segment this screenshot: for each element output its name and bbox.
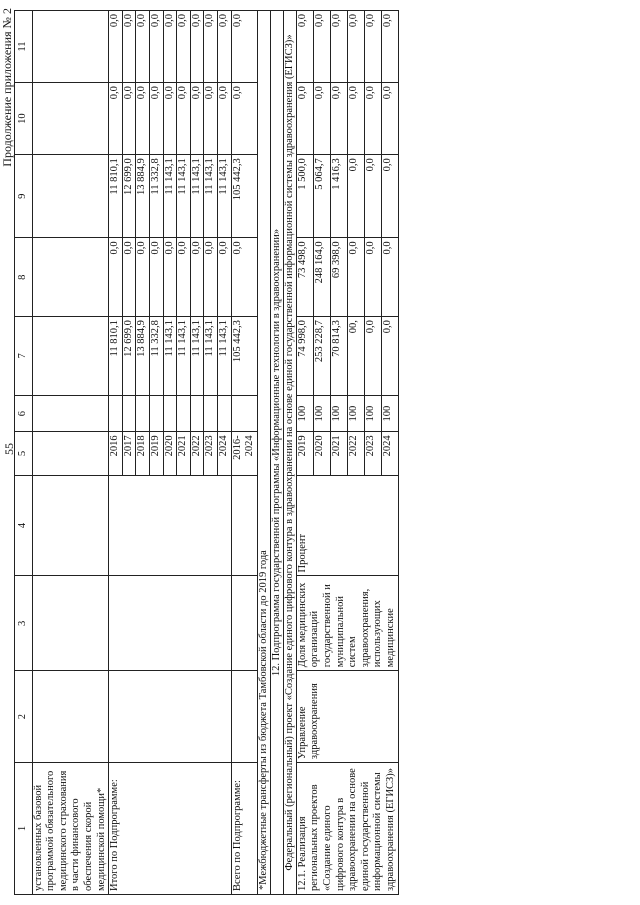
year-cell: 2018 <box>136 432 150 475</box>
empty-cell <box>217 395 231 432</box>
value-cell: 0,0 <box>381 83 398 155</box>
empty-cell <box>122 395 136 432</box>
value-cell: 0,0 <box>204 83 218 155</box>
year-cell: 2019 <box>296 432 313 475</box>
federal-project-row <box>283 11 296 895</box>
value-cell: 11 143,1 <box>177 155 191 238</box>
egisz-year-row <box>296 11 313 895</box>
value-cell: 0,0 <box>347 155 364 238</box>
value-cell: 12 699,0 <box>122 155 136 238</box>
value-cell: 0,0 <box>122 11 136 83</box>
empty-cell <box>109 395 123 432</box>
value-cell: 11 143,1 <box>177 317 191 396</box>
value-cell: 0,0 <box>381 11 398 83</box>
empty-cell <box>231 475 257 576</box>
value-cell: 73 498,0 <box>296 238 313 317</box>
value-cell: 0,0 <box>330 11 347 83</box>
year-cell: 2016-2024 <box>231 432 257 475</box>
empty-cell <box>231 576 257 671</box>
year-cell: 2017 <box>122 432 136 475</box>
value-cell: 0,0 <box>163 11 177 83</box>
value-cell: 0,0 <box>136 11 150 83</box>
empty-cell <box>231 671 257 763</box>
value-cell: 69 398,0 <box>330 238 347 317</box>
col-header-11: 11 <box>15 11 33 83</box>
value-cell: 0,0 <box>231 11 257 83</box>
value-cell: 0,0 <box>136 83 150 155</box>
egisz-unit: Процент <box>296 475 398 576</box>
value-cell: 0,0 <box>163 83 177 155</box>
year-cell: 2024 <box>217 432 231 475</box>
target-value-cell: 100 <box>313 395 330 432</box>
value-cell: 0,0 <box>122 83 136 155</box>
value-cell: 11 810,1 <box>109 155 123 238</box>
value-cell: 253 228,7 <box>313 317 330 396</box>
value-cell: 13 884,9 <box>136 155 150 238</box>
empty-cell <box>109 671 231 763</box>
year-row <box>109 11 123 895</box>
value-cell: 0,0 <box>364 238 381 317</box>
value-cell: 0,0 <box>190 83 204 155</box>
value-cell: 0,0 <box>347 238 364 317</box>
target-value-cell: 100 <box>347 395 364 432</box>
value-cell: 0,0 <box>136 238 150 317</box>
value-cell: 13 884,9 <box>136 317 150 396</box>
value-cell: 0,0 <box>364 317 381 396</box>
value-cell: 11 332,8 <box>149 317 163 396</box>
col-header-4: 4 <box>15 475 33 576</box>
value-cell: 5 064,7 <box>313 155 330 238</box>
value-cell: 11 143,1 <box>163 317 177 396</box>
value-cell: 0,0 <box>381 238 398 317</box>
itogo-label: Итого по Подпрограмме: <box>109 763 231 895</box>
year-cell: 2024 <box>381 432 398 475</box>
value-cell: 0,0 <box>163 238 177 317</box>
value-cell: 11 143,1 <box>190 155 204 238</box>
value-cell: 0,0 <box>231 238 257 317</box>
value-cell: 11 810,1 <box>109 317 123 396</box>
value-cell: 1 500,0 <box>296 155 313 238</box>
value-cell: 11 143,1 <box>204 317 218 396</box>
value-cell: 0,0 <box>231 83 257 155</box>
value-cell: 11 143,1 <box>204 155 218 238</box>
value-cell: 0,0 <box>149 83 163 155</box>
empty-cell <box>190 395 204 432</box>
ambulance-title: установленных базовой программой обязательного медицинского страхования в части финансового обеспечения скорой медицинской помощи* <box>32 763 109 895</box>
egisz-measure: 12.1. Реализация региональных проектов «Создание единого цифрового контура в здравоохранении на основе единой государственной информационной системы здравоохранения (ЕГИСЗ)» <box>296 763 398 895</box>
value-cell: 0,0 <box>347 83 364 155</box>
value-cell: 0,0 <box>149 238 163 317</box>
federal-project-title: Федеральный (региональный) проект «Создание единого цифрового контура в здравоохранении на основе единой государственной информационной системы здравоохранения (ЕГИСЗ)» <box>283 11 296 895</box>
note-row <box>257 11 270 895</box>
empty-cell <box>177 395 191 432</box>
target-value-cell: 100 <box>330 395 347 432</box>
year-cell: 2021 <box>177 432 191 475</box>
value-cell: 0,0 <box>177 83 191 155</box>
value-cell: 0,0 <box>381 317 398 396</box>
col-header-6: 6 <box>15 395 33 432</box>
col-header-7: 7 <box>15 317 33 396</box>
value-cell: 11 332,8 <box>149 155 163 238</box>
ambulance-title-row <box>32 11 109 895</box>
value-cell: 12 699,0 <box>122 317 136 396</box>
value-cell: 11 143,1 <box>190 317 204 396</box>
year-cell: 2022 <box>190 432 204 475</box>
value-cell: 0,0 <box>190 238 204 317</box>
subprogram-row <box>270 11 283 895</box>
value-cell: 0,0 <box>149 11 163 83</box>
empty-cell <box>149 395 163 432</box>
empty-cell <box>163 395 177 432</box>
egisz-indicator: Доля медицинских организаций государственной и муниципальной систем здравоохранения, использующих медицинские <box>296 576 398 671</box>
value-cell: 11 143,1 <box>217 317 231 396</box>
value-cell: 0,0 <box>313 11 330 83</box>
target-value-cell: 100 <box>296 395 313 432</box>
value-cell: 0,0 <box>296 83 313 155</box>
financing-table <box>14 10 399 895</box>
year-row <box>231 11 257 895</box>
value-cell: 0,0 <box>177 11 191 83</box>
value-cell: 105 442,3 <box>231 317 257 396</box>
note-text: *Межбюджетные трансферты из бюджета Тамбовской области до 2019 года <box>257 11 270 895</box>
value-cell: 0,0 <box>217 11 231 83</box>
value-cell: 105 442,3 <box>231 155 257 238</box>
col-header-10: 10 <box>15 83 33 155</box>
header-row <box>15 11 33 895</box>
year-cell: 2021 <box>330 432 347 475</box>
value-cell: 0,0 <box>190 11 204 83</box>
target-value-cell: 100 <box>381 395 398 432</box>
value-cell: 11 143,1 <box>163 155 177 238</box>
value-cell: 00, <box>347 317 364 396</box>
value-cell: 0,0 <box>217 238 231 317</box>
col-header-1: 1 <box>15 763 33 895</box>
vsego-label: Всего по Подпрограмме: <box>231 763 257 895</box>
continuation-label: Продолжение приложения № 2 <box>0 8 14 167</box>
empty-cell <box>136 395 150 432</box>
value-cell: 0,0 <box>381 155 398 238</box>
egisz-executor: Управление здравоохранения <box>296 671 398 763</box>
year-cell: 2023 <box>364 432 381 475</box>
year-cell: 2023 <box>204 432 218 475</box>
empty-cell <box>109 576 231 671</box>
year-cell: 2019 <box>149 432 163 475</box>
year-cell: 2020 <box>313 432 330 475</box>
value-cell: 248 164,0 <box>313 238 330 317</box>
year-cell: 2022 <box>347 432 364 475</box>
value-cell: 1 416,3 <box>330 155 347 238</box>
col-header-5: 5 <box>15 432 33 475</box>
value-cell: 0,0 <box>122 238 136 317</box>
value-cell: 0,0 <box>109 11 123 83</box>
value-cell: 0,0 <box>364 155 381 238</box>
col-header-3: 3 <box>15 576 33 671</box>
value-cell: 0,0 <box>313 83 330 155</box>
subprogram-title: 12. Подпрограмма государственной программы «Информационные технологии в здравоохранении» <box>270 11 283 895</box>
year-cell: 2016 <box>109 432 123 475</box>
value-cell: 0,0 <box>330 83 347 155</box>
empty-cell <box>204 395 218 432</box>
value-cell: 0,0 <box>364 11 381 83</box>
value-cell: 0,0 <box>347 11 364 83</box>
value-cell: 0,0 <box>204 11 218 83</box>
page-number: 55 <box>2 443 16 455</box>
value-cell: 11 143,1 <box>217 155 231 238</box>
col-header-9: 9 <box>15 155 33 238</box>
col-header-2: 2 <box>15 671 33 763</box>
target-value-cell: 100 <box>364 395 381 432</box>
value-cell: 0,0 <box>109 83 123 155</box>
empty-cell <box>231 395 257 432</box>
value-cell: 0,0 <box>177 238 191 317</box>
value-cell: 0,0 <box>296 11 313 83</box>
value-cell: 74 998,0 <box>296 317 313 396</box>
col-header-8: 8 <box>15 238 33 317</box>
year-cell: 2020 <box>163 432 177 475</box>
value-cell: 0,0 <box>204 238 218 317</box>
value-cell: 0,0 <box>217 83 231 155</box>
empty-cell <box>109 475 231 576</box>
value-cell: 70 814,3 <box>330 317 347 396</box>
value-cell: 0,0 <box>364 83 381 155</box>
value-cell: 0,0 <box>109 238 123 317</box>
